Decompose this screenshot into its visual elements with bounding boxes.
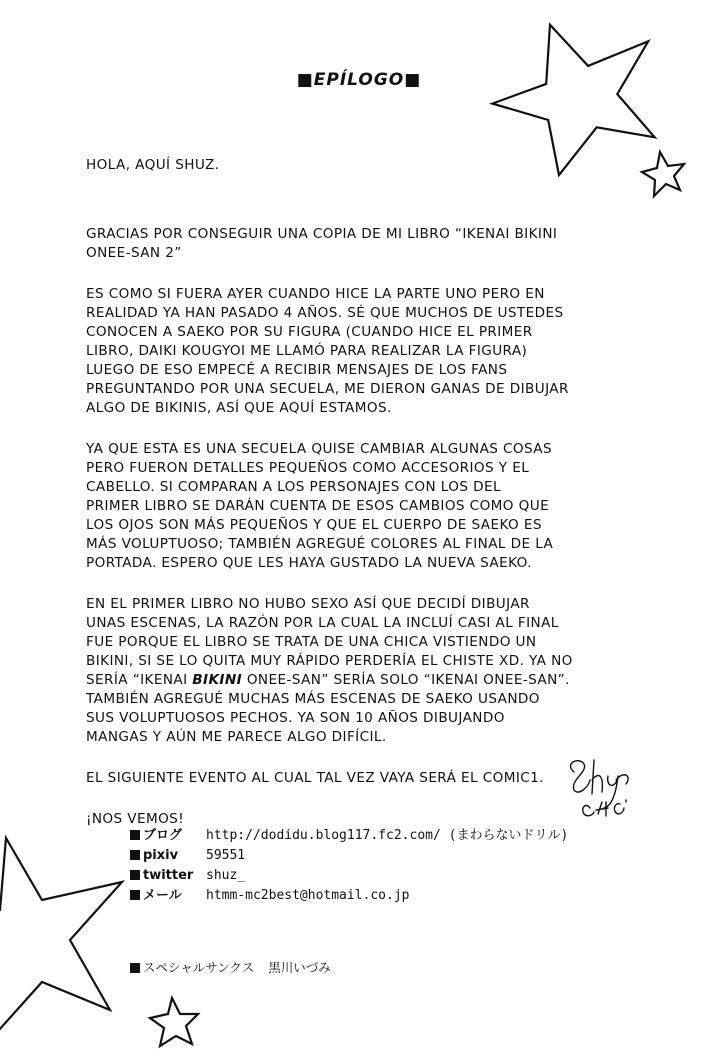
thanks-label: スペシャルサンクス (143, 960, 255, 975)
text-line: EN EL PRIMER LIBRO NO HUBO SEXO ASÍ QUE DECIDÍ DIBUJAR (86, 596, 530, 612)
greeting: HOLA, AQUÍ SHUZ. (86, 157, 220, 173)
author-links (130, 826, 568, 906)
link-label: メール (130, 886, 206, 906)
text-line: MANGAS Y AÚN ME PARECE ALGO DIFÍCIL. (86, 729, 387, 745)
twitter-handle: shuz_ (206, 868, 246, 883)
text-line: CONOCEN A SAEKO POR SU FIGURA (CUANDO HICE EL PRIMER (86, 324, 533, 340)
text-line: LUEGO DE ESO EMPECÉ A RECIBIR MENSAJES DE LOS FANS (86, 362, 508, 378)
link-label: ブログ (130, 826, 206, 846)
paragraph-5: EL SIGUIENTE EVENTO AL CUAL TAL VEZ VAYA SERÁ EL COMIC1. (86, 770, 544, 786)
link-label: twitter (130, 866, 206, 886)
text-line: ALGO DE BIKINIS, ASÍ QUE AQUÍ ESTAMOS. (86, 400, 392, 416)
link-label: pixiv (130, 846, 206, 866)
bullet-square-icon (130, 963, 140, 973)
star-small-bottom (150, 998, 198, 1046)
special-thanks (130, 958, 331, 976)
text-line: UNAS ESCENAS, LA RAZÓN POR LA CUAL LA INCLUÍ CASI AL FINAL (86, 615, 559, 631)
star-small-right (642, 152, 684, 196)
bullet-square-icon (130, 830, 140, 840)
text-line: PREGUNTANDO POR UNA SECUELA, ME DIERON GANAS DE DIBUJAR (86, 381, 569, 397)
paragraph-2 (86, 285, 646, 418)
text-line: CABELLO. SI COMPARAN A LOS PERSONAJES CON LOS DEL (86, 479, 501, 495)
text-line: PORTADA. ESPERO QUE LES HAYA GUSTADO LA NUEVA SAEKO. (86, 555, 532, 571)
link-row-blog (130, 826, 568, 846)
emphasis-bikini: BIKINI (192, 672, 243, 688)
link-row-mail (130, 886, 568, 906)
text-line: FUE PORQUE EL LIBRO SE TRATA DE UNA CHICA VISTIENDO UN (86, 634, 537, 650)
text-line: GRACIAS POR CONSEGUIR UNA COPIA DE MI LIBRO “IKENAI BIKINI (86, 226, 558, 242)
text-line: BIKINI, SI SE LO QUITA MUY RÁPIDO PERDERÍA EL CHISTE XD. YA NO (86, 653, 573, 669)
text-line: PERO FUERON DETALLES PEQUEÑOS COMO ACCESORIOS Y EL (86, 460, 530, 476)
text-line: SUS VOLUPTUOSOS PECHOS. YA SON 10 AÑOS DIBUJANDO (86, 710, 505, 726)
text-line: REALIDAD YA HAN PASADO 4 AÑOS. SÉ QUE MUCHOS DE USTEDES (86, 305, 564, 321)
bullet-square-icon (130, 870, 140, 880)
text-line (86, 671, 646, 690)
paragraph-3 (86, 440, 646, 573)
blog-url[interactable]: http://dodidu.blog117.fc2.com/ (まわらないドリル) (206, 828, 569, 843)
pixiv-id: 59551 (206, 848, 246, 863)
email-address[interactable]: htmm-mc2best@hotmail.co.jp (206, 888, 410, 903)
page-title: ■EPÍLOGO■ (296, 70, 422, 90)
bullet-square-icon (130, 850, 140, 860)
bullet-square-icon (130, 890, 140, 900)
author-signature (560, 750, 670, 820)
text-line: ONEE-SAN 2” (86, 245, 182, 261)
text-line: TAMBIÉN AGREGUÉ MUCHAS MÁS ESCENAS DE SAEKO USANDO (86, 691, 540, 707)
text-line: YA QUE ESTA ES UNA SECUELA QUISE CAMBIAR ALGUNAS COSAS (86, 441, 553, 457)
paragraph-4 (86, 595, 646, 747)
star-bottom-left (0, 838, 122, 1040)
text-fragment: SERÍA “IKENAI (86, 672, 193, 688)
paragraph-1 (86, 225, 646, 263)
thanks-name: 黒川いづみ (268, 960, 331, 975)
paragraph-6: ¡NOS VEMOS! (86, 811, 185, 827)
epilogue-body (86, 156, 646, 851)
text-line: PRIMER LIBRO SE DARÁN CUENTA DE ESOS CAMBIOS COMO QUE (86, 498, 550, 514)
link-row-twitter (130, 866, 568, 886)
text-line: LOS OJOS SON MÁS PEQUEÑOS Y QUE EL CUERPO DE SAEKO ES (86, 517, 542, 533)
text-line: ES COMO SI FUERA AYER CUANDO HICE LA PARTE UNO PERO EN (86, 286, 545, 302)
text-fragment: ONEE-SAN” SERÍA SOLO “IKENAI ONEE-SAN”. (242, 672, 570, 688)
text-line: MÁS VOLUPTUOSO; TAMBIÉN AGREGUÉ COLORES AL FINAL DE LA (86, 536, 554, 552)
link-row-pixiv (130, 846, 568, 866)
text-line: LIBRO, DAIKI KOUGYOI ME LLAMÓ PARA REALIZAR LA FIGURA) (86, 343, 528, 359)
